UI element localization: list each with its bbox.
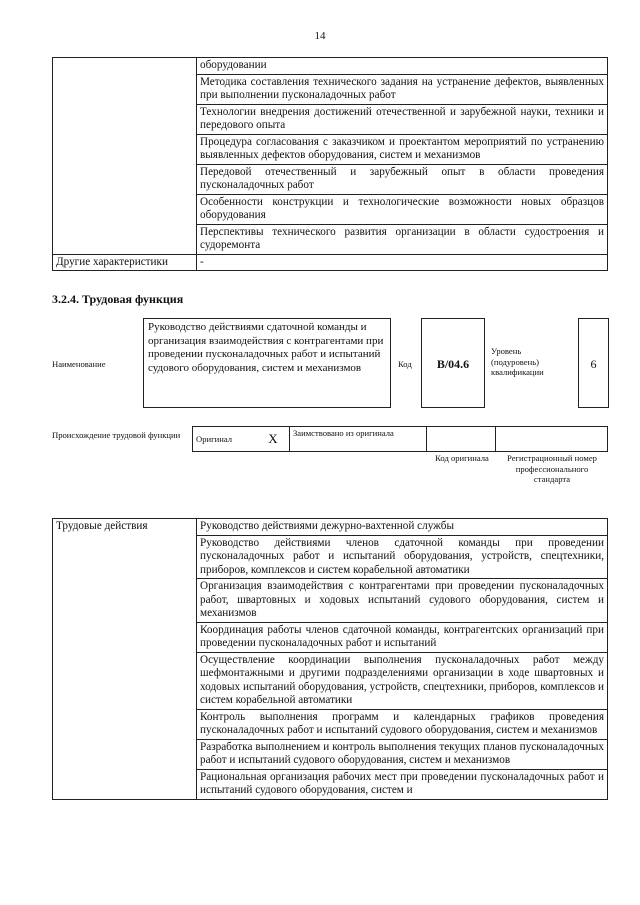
labor-actions-table: [52, 518, 608, 800]
origin-table: [192, 426, 608, 452]
registration-caption: Регистрационный номер профессионального стандарта: [507, 453, 597, 484]
name-label: Наименование: [52, 359, 106, 369]
table-cell: Организация взаимодействия с контрагентами при проведении пусконаладочных работ, швартовных и ходовых испытаний судового оборудования, систем и механизмов: [197, 579, 608, 623]
table-cell: Руководство действиями членов сдаточной команды при проведении пусконаладочных работ и испытаний оборудования, устройств, спецтехники, приборов, комплексов и систем корабельной автоматики: [197, 535, 608, 579]
original-label: Оригинал: [193, 427, 258, 452]
table-cell-empty: [53, 58, 197, 255]
table-cell: Разработка выполнением и контроль выполнения текущих планов пусконаладочных работ и испытаний судового оборудования, систем и механизмов: [197, 739, 608, 769]
table-cell: Осуществление координации выполнения пусконаладочных работ между шефмонтажными и другими подразделениями организации в ходе швартовных и ходовых испытаний оборудования, устройств, спецтехники, приборов, комплексов и систем корабельной автоматики: [197, 652, 608, 709]
table-cell: Методика составления технического задания на устранение дефектов, выявленных при выполнении пусконаладочных работ: [197, 74, 608, 104]
origin-label: Происхождение трудовой функции: [52, 430, 181, 440]
page-number: 14: [314, 30, 326, 42]
registration-number-cell: [496, 427, 608, 452]
table-cell: Рациональная организация рабочих мест при проведении пусконаладочных работ и испытаний судового оборудования, систем и: [197, 769, 608, 799]
table-cell: Координация работы членов сдаточной команды, контрагентских организаций при проведении пусконаладочных работ и испытаний: [197, 622, 608, 652]
labor-actions-label: Трудовые действия: [53, 519, 197, 800]
original-code-cell: [427, 427, 496, 452]
section-title: 3.2.4. Трудовая функция: [52, 292, 184, 306]
table-cell: Контроль выполнения программ и календарных графиков проведения пусконаладочных работ и испытаний судового оборудования, систем и механизмов: [197, 709, 608, 739]
function-name-box: Руководство действиями сдаточной команды и организация взаимодействия с контрагентами при проведении пусконаладочных работ и испытаний судового оборудования, систем и механизмов: [143, 318, 391, 408]
table-row: [53, 519, 608, 536]
code-caption: Код оригинала: [435, 453, 489, 463]
table-row: [53, 254, 608, 271]
level-value-box: 6: [578, 318, 609, 408]
table-cell: Руководство действиями дежурно-вахтенной службы: [197, 519, 608, 536]
table-cell: Перспективы технического развития организации в области судостроения и судоремонта: [197, 224, 608, 254]
table-row: [53, 58, 608, 75]
other-characteristics-label: Другие характеристики: [53, 254, 197, 271]
borrowed-label: Заимствовано из оригинала: [290, 427, 427, 452]
table-cell: Особенности конструкции и технологические возможности новых образцов оборудования: [197, 194, 608, 224]
code-label: Код: [398, 359, 412, 369]
original-mark: X: [257, 427, 290, 452]
table-cell: Технологии внедрения достижений отечественной и зарубежной науки, техники и передового опыта: [197, 104, 608, 134]
other-characteristics-value: -: [197, 254, 608, 271]
table-cell: оборудовании: [197, 58, 608, 75]
table-cell: Процедура согласования с заказчиком и проектантом мероприятий по устранению выявленных дефектов оборудования, систем и механизмов: [197, 134, 608, 164]
table-row: [193, 427, 608, 452]
level-label: Уровень (подуровень) квалификации: [491, 346, 544, 377]
table-cell: Передовой отечественный и зарубежный опыт в области проведения пусконаладочных работ: [197, 164, 608, 194]
knowledge-table-continued: [52, 57, 608, 271]
function-code-box: B/04.6: [421, 318, 485, 408]
